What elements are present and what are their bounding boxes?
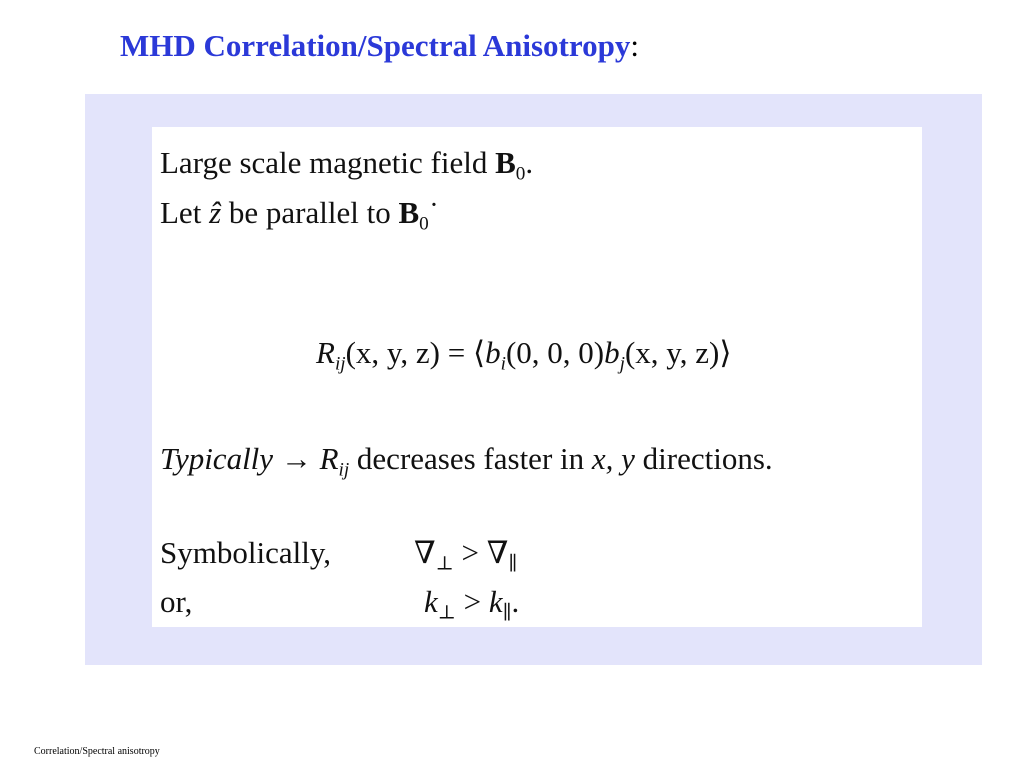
k-parallel: k — [488, 584, 503, 619]
correlation-equation — [316, 335, 732, 375]
eq-b1-args: (0, 0, 0) — [505, 335, 605, 370]
nabla-parallel: ∇ — [486, 535, 509, 570]
b-symbol: B — [495, 145, 516, 180]
eq-close: ⟩ — [719, 335, 732, 370]
wavenumber-period: . — [511, 584, 520, 619]
axis-statement — [160, 195, 440, 235]
eq-equals: = ⟨ — [440, 335, 486, 370]
slide-title-text: MHD Correlation/Spectral Anisotropy — [120, 28, 631, 63]
slide-title — [120, 28, 639, 64]
typically-statement — [160, 441, 773, 481]
slide-title-colon: : — [630, 28, 639, 63]
typically-arrow: → — [273, 441, 320, 476]
k-perp: k — [424, 584, 438, 619]
field-statement-text: Large scale magnetic field — [160, 145, 496, 180]
eq-b2-sub: j — [619, 353, 625, 375]
eq-b2-args: (x, y, z) — [624, 335, 720, 370]
field-statement-period: . — [525, 145, 534, 180]
eq-b1-sub: i — [500, 353, 506, 375]
eq-lhs-args: (x, y, z) — [345, 335, 441, 370]
wavenumber-expression — [424, 584, 520, 624]
typically-end: directions. — [634, 441, 773, 476]
greater-than-2: > — [455, 584, 489, 619]
typically-r: R — [319, 441, 339, 476]
symbolically-label: Symbolically, — [160, 535, 332, 570]
k-perp-subscript: ⊥ — [437, 602, 456, 624]
axis-statement-dot: ˙ — [428, 195, 440, 230]
typically-rest: decreases faster in — [349, 441, 592, 476]
axis-statement-text: Let — [160, 195, 210, 230]
field-statement — [160, 145, 534, 185]
b-subscript: 0 — [515, 163, 526, 185]
greater-than-1: > — [453, 535, 487, 570]
footer-caption: Correlation/Spectral anisotropy — [34, 746, 160, 757]
b-symbol-2: B — [398, 195, 420, 230]
parallel-subscript: ∥ — [508, 553, 518, 575]
content-box — [152, 127, 922, 627]
perp-subscript: ⊥ — [435, 553, 454, 575]
b-subscript-2: 0 — [419, 213, 429, 235]
typically-r-sub: ij — [338, 459, 350, 481]
k-parallel-subscript: ∥ — [502, 602, 512, 624]
eq-r: R — [316, 335, 335, 370]
or-label: or, — [160, 584, 193, 619]
symbolically-expression — [414, 535, 518, 575]
eq-b2: b — [604, 335, 620, 370]
axis-statement-mid: be parallel to — [221, 195, 399, 230]
typically-vars: x, y — [591, 441, 635, 476]
eq-b1: b — [485, 335, 501, 370]
nabla-perp: ∇ — [414, 535, 436, 570]
z-hat-symbol: ẑ — [209, 195, 222, 230]
typically-word: Typically — [160, 441, 274, 476]
eq-r-sub: ij — [334, 353, 346, 375]
